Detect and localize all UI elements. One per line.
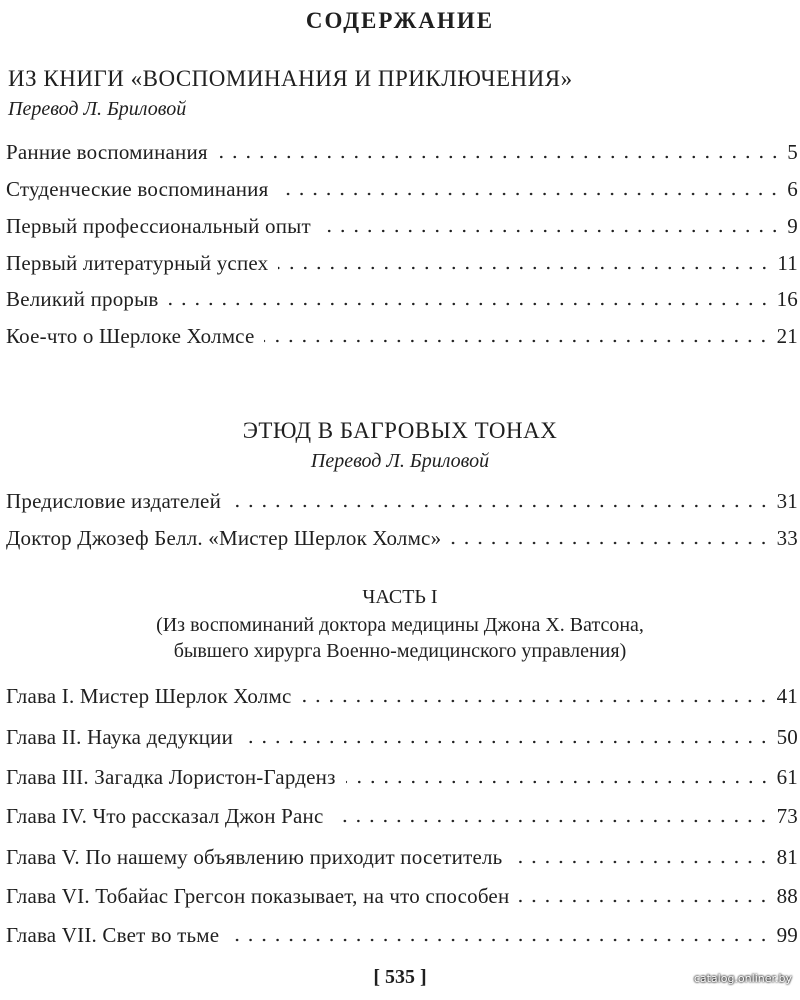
toc-entry-page: 5	[787, 140, 798, 164]
watermark: catalog.onliner.by	[693, 972, 792, 985]
toc-entry[interactable]	[6, 212, 798, 244]
leader-dots	[333, 802, 770, 823]
leader-dots	[301, 682, 770, 703]
toc-entry-title: Глава VI. Тобайас Грегсон показывает, на что способен	[6, 884, 510, 908]
toc-entry-title: Великий прорыв	[6, 287, 159, 311]
toc-entry-title: Доктор Джозеф Белл. «Мистер Шерлок Холмс»	[6, 526, 442, 550]
leader-dots	[346, 763, 771, 784]
toc-entry-page: 21	[776, 324, 798, 348]
toc-entry-title: Глава IV. Что рассказал Джон Ранс	[6, 804, 324, 828]
toc-entry[interactable]	[6, 175, 798, 207]
toc-entry-title: Кое-что о Шерлоке Холмсе	[6, 324, 255, 348]
toc-entry-page: 33	[776, 526, 798, 550]
toc-entry-page: 50	[776, 725, 798, 749]
toc-entry-page: 41	[776, 684, 798, 708]
leader-dots	[451, 524, 770, 545]
leader-dots	[321, 212, 781, 233]
leader-dots	[218, 138, 782, 159]
toc-entry-title: Глава I. Мистер Шерлок Холмс	[6, 684, 292, 708]
toc-entry[interactable]	[6, 285, 798, 317]
leader-dots	[169, 285, 771, 306]
section-title-study-in-scarlet: ЭТЮД В БАГРОВЫХ ТОНАХ	[242, 418, 558, 443]
leader-dots	[512, 843, 770, 864]
toc-entry-title: Глава V. По нашему объявлению приходит посетитель	[6, 845, 503, 869]
toc-entry-title: Первый профессиональный опыт	[6, 214, 311, 238]
toc-entry-page: 61	[776, 765, 798, 789]
toc-entry-title: Предисловие издателей	[6, 489, 222, 513]
leader-dots	[243, 723, 771, 744]
toc-entry-page: 88	[776, 884, 798, 908]
page-number: [ 535 ]	[373, 966, 427, 988]
leader-dots	[231, 487, 771, 508]
toc-chapter[interactable]	[6, 843, 798, 875]
leader-dots	[264, 322, 770, 343]
toc-chapter[interactable]	[6, 921, 798, 953]
toc-chapter[interactable]	[6, 802, 798, 834]
toc-entry-title: Глава II. Наука дедукции	[6, 725, 234, 749]
toc-entry-page: 16	[776, 287, 798, 311]
part-title: ЧАСТЬ I	[362, 586, 438, 608]
part-subtitle: бывшего хирурга Военно-медицинского управления)	[173, 640, 627, 662]
part-subtitle: (Из воспоминаний доктора медицины Джона Х. Ватсона,	[156, 614, 644, 636]
toc-entry[interactable]	[6, 524, 798, 556]
leader-dots	[519, 882, 770, 903]
toc-entry-title: Глава VII. Свет во тьме	[6, 923, 220, 947]
toc-entry-title: Студенческие воспоминания	[6, 177, 269, 201]
toc-entry-page: 6	[787, 177, 798, 201]
toc-entry[interactable]	[6, 138, 798, 170]
toc-chapter[interactable]	[6, 682, 798, 714]
toc-entry[interactable]	[6, 322, 798, 354]
toc-entry-title: Ранние воспоминания	[6, 140, 208, 164]
toc-entry-page: 9	[787, 214, 798, 238]
toc-entry-page: 73	[776, 804, 798, 828]
leader-dots	[278, 249, 771, 270]
section-title-memoirs: ИЗ КНИГИ «ВОСПОМИНАНИЯ И ПРИКЛЮЧЕНИЯ»	[8, 66, 573, 91]
toc-entry-title: Первый литературный успех	[6, 251, 269, 275]
toc-entry-page: 31	[776, 489, 798, 513]
toc-chapter[interactable]	[6, 882, 798, 914]
toc-entry-title: Глава III. Загадка Лористон-Гарденз	[6, 765, 336, 789]
toc-entry[interactable]	[6, 249, 798, 281]
leader-dots	[278, 175, 781, 196]
toc-chapter[interactable]	[6, 723, 798, 755]
leader-dots	[229, 921, 770, 942]
toc-entry-page: 99	[776, 923, 798, 947]
toc-entry[interactable]	[6, 487, 798, 519]
section-translator-memoirs: Перевод Л. Бриловой	[8, 98, 187, 120]
toc-entry-page: 11	[777, 251, 798, 275]
toc-entry-page: 81	[776, 845, 798, 869]
toc-chapter[interactable]	[6, 763, 798, 795]
page-title: СОДЕРЖАНИЕ	[305, 8, 495, 33]
section-translator-study-in-scarlet: Перевод Л. Бриловой	[310, 450, 490, 472]
